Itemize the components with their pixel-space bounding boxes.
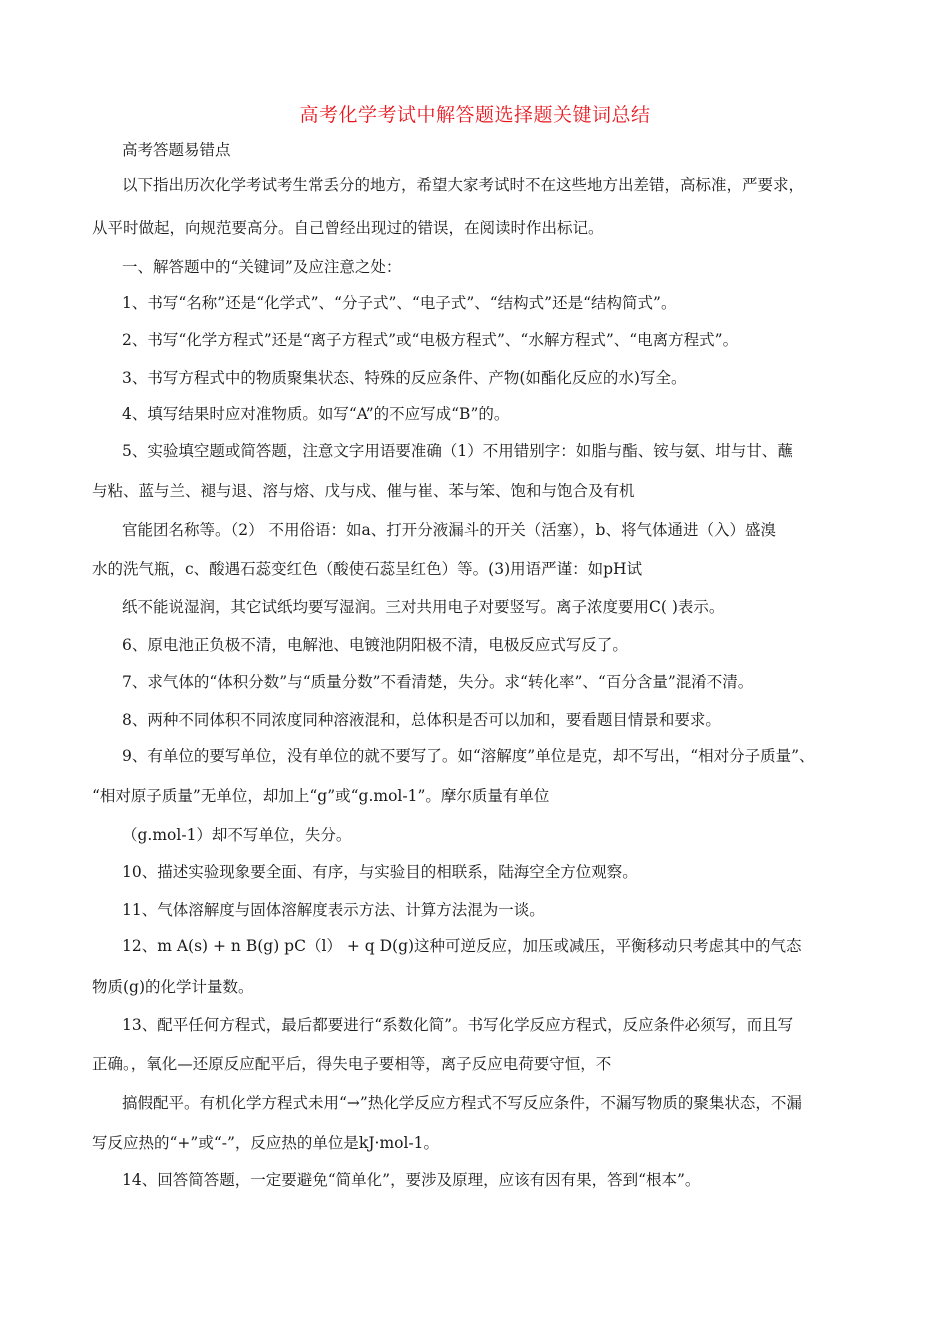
list-item: 13、配平任何方程式，最后都要进行“系数化简”。书写化学反应方程式，反应条件必须写，而且写 [122, 1016, 794, 1034]
list-item: 2、书写“化学方程式”还是“离子方程式”或“电极方程式”、“水解方程式”、“电离方程式”。 [122, 331, 739, 349]
document-title: 高考化学考试中解答题选择题关键词总结 [299, 104, 651, 126]
list-item-continuation: 搞假配平。有机化学方程式未用“→”热化学反应方程式不写反应条件，不漏写物质的聚集状态，不漏 [122, 1094, 802, 1112]
list-item-continuation: 与粘、蓝与兰、褪与退、溶与熔、戊与戍、催与崔、苯与笨、饱和与饱合及有机 [92, 482, 635, 500]
list-item: 5、实验填空题或简答题，注意文字用语要准确（1）不用错别字：如脂与酯、铵与氨、坩与甘、蘸 [122, 442, 793, 460]
list-item: 1、书写“名称”还是“化学式”、“分子式”、“电子式”、“结构式”还是“结构简式”。 [122, 294, 677, 312]
list-item: 12、m A(s) + n B(g) pC（l） + q D(g)这种可逆反应，加压或减压，平衡移动只考虑其中的气态 [122, 937, 802, 955]
paragraph-line: 以下指出历次化学考试考生常丢分的地方，希望大家考试时不在这些地方出差错，高标准，严要求， [122, 176, 805, 194]
list-item-continuation: （g.mol-1）却不写单位，失分。 [122, 826, 352, 844]
section-heading: 高考答题易错点 [122, 141, 231, 159]
paragraph-line: 一、解答题中的“关键词”及应注意之处： [122, 258, 402, 276]
list-item-continuation: 官能团名称等。（2） 不用俗语：如a、打开分液漏斗的开关（活塞），b、将气体通进（入）盛溴 [122, 521, 776, 539]
list-item: 3、书写方程式中的物质聚集状态、特殊的反应条件、产物(如酯化反应的水)写全。 [122, 369, 687, 387]
list-item: 4、填写结果时应对准物质。如写“A”的不应写成“B”的。 [122, 405, 510, 423]
list-item: 7、求气体的“体积分数”与“质量分数”不看清楚，失分。求“转化率”、“百分含量”混淆不清。 [122, 673, 754, 691]
list-item: 11、气体溶解度与固体溶解度表示方法、计算方法混为一谈。 [122, 901, 545, 919]
list-item-continuation: 写反应热的“+”或“-”，反应热的单位是kJ·mol-1。 [92, 1134, 440, 1152]
list-item-continuation: 物质(g)的化学计量数。 [92, 978, 254, 996]
list-item: 10、描述实验现象要全面、有序，与实验目的相联系，陆海空全方位观察。 [122, 863, 638, 881]
list-item: 14、回答简答题，一定要避免“简单化”，要涉及原理，应该有因有果，答到“根本”。 [122, 1171, 701, 1189]
list-item-continuation: “相对原子质量”无单位，却加上“g”或“g.mol-1”。摩尔质量有单位 [92, 787, 550, 805]
list-item: 6、原电池正负极不清，电解池、电镀池阴阳极不清，电极反应式写反了。 [122, 636, 628, 654]
paragraph-line: 从平时做起，向规范要高分。自己曾经出现过的错误，在阅读时作出标记。 [92, 219, 604, 237]
list-item: 8、两种不同体积不同浓度同种溶液混和，总体积是否可以加和，要看题目情景和要求。 [122, 711, 721, 729]
list-item-continuation: 纸不能说湿润，其它试纸均要写湿润。三对共用电子对要竖写。离子浓度要用C( )表示。 [122, 598, 725, 616]
list-item: 9、有单位的要写单位，没有单位的就不要写了。如“溶解度”单位是克，却不写出，“相对分子质量”、 [122, 747, 815, 765]
list-item-continuation: 正确。，氧化—还原反应配平后，得失电子要相等，离子反应电荷要守恒，不 [92, 1055, 612, 1073]
list-item-continuation: 水的洗气瓶，c、酸遇石蕊变红色（酸使石蕊呈红色）等。(3)用语严谨：如pH试 [92, 560, 643, 578]
